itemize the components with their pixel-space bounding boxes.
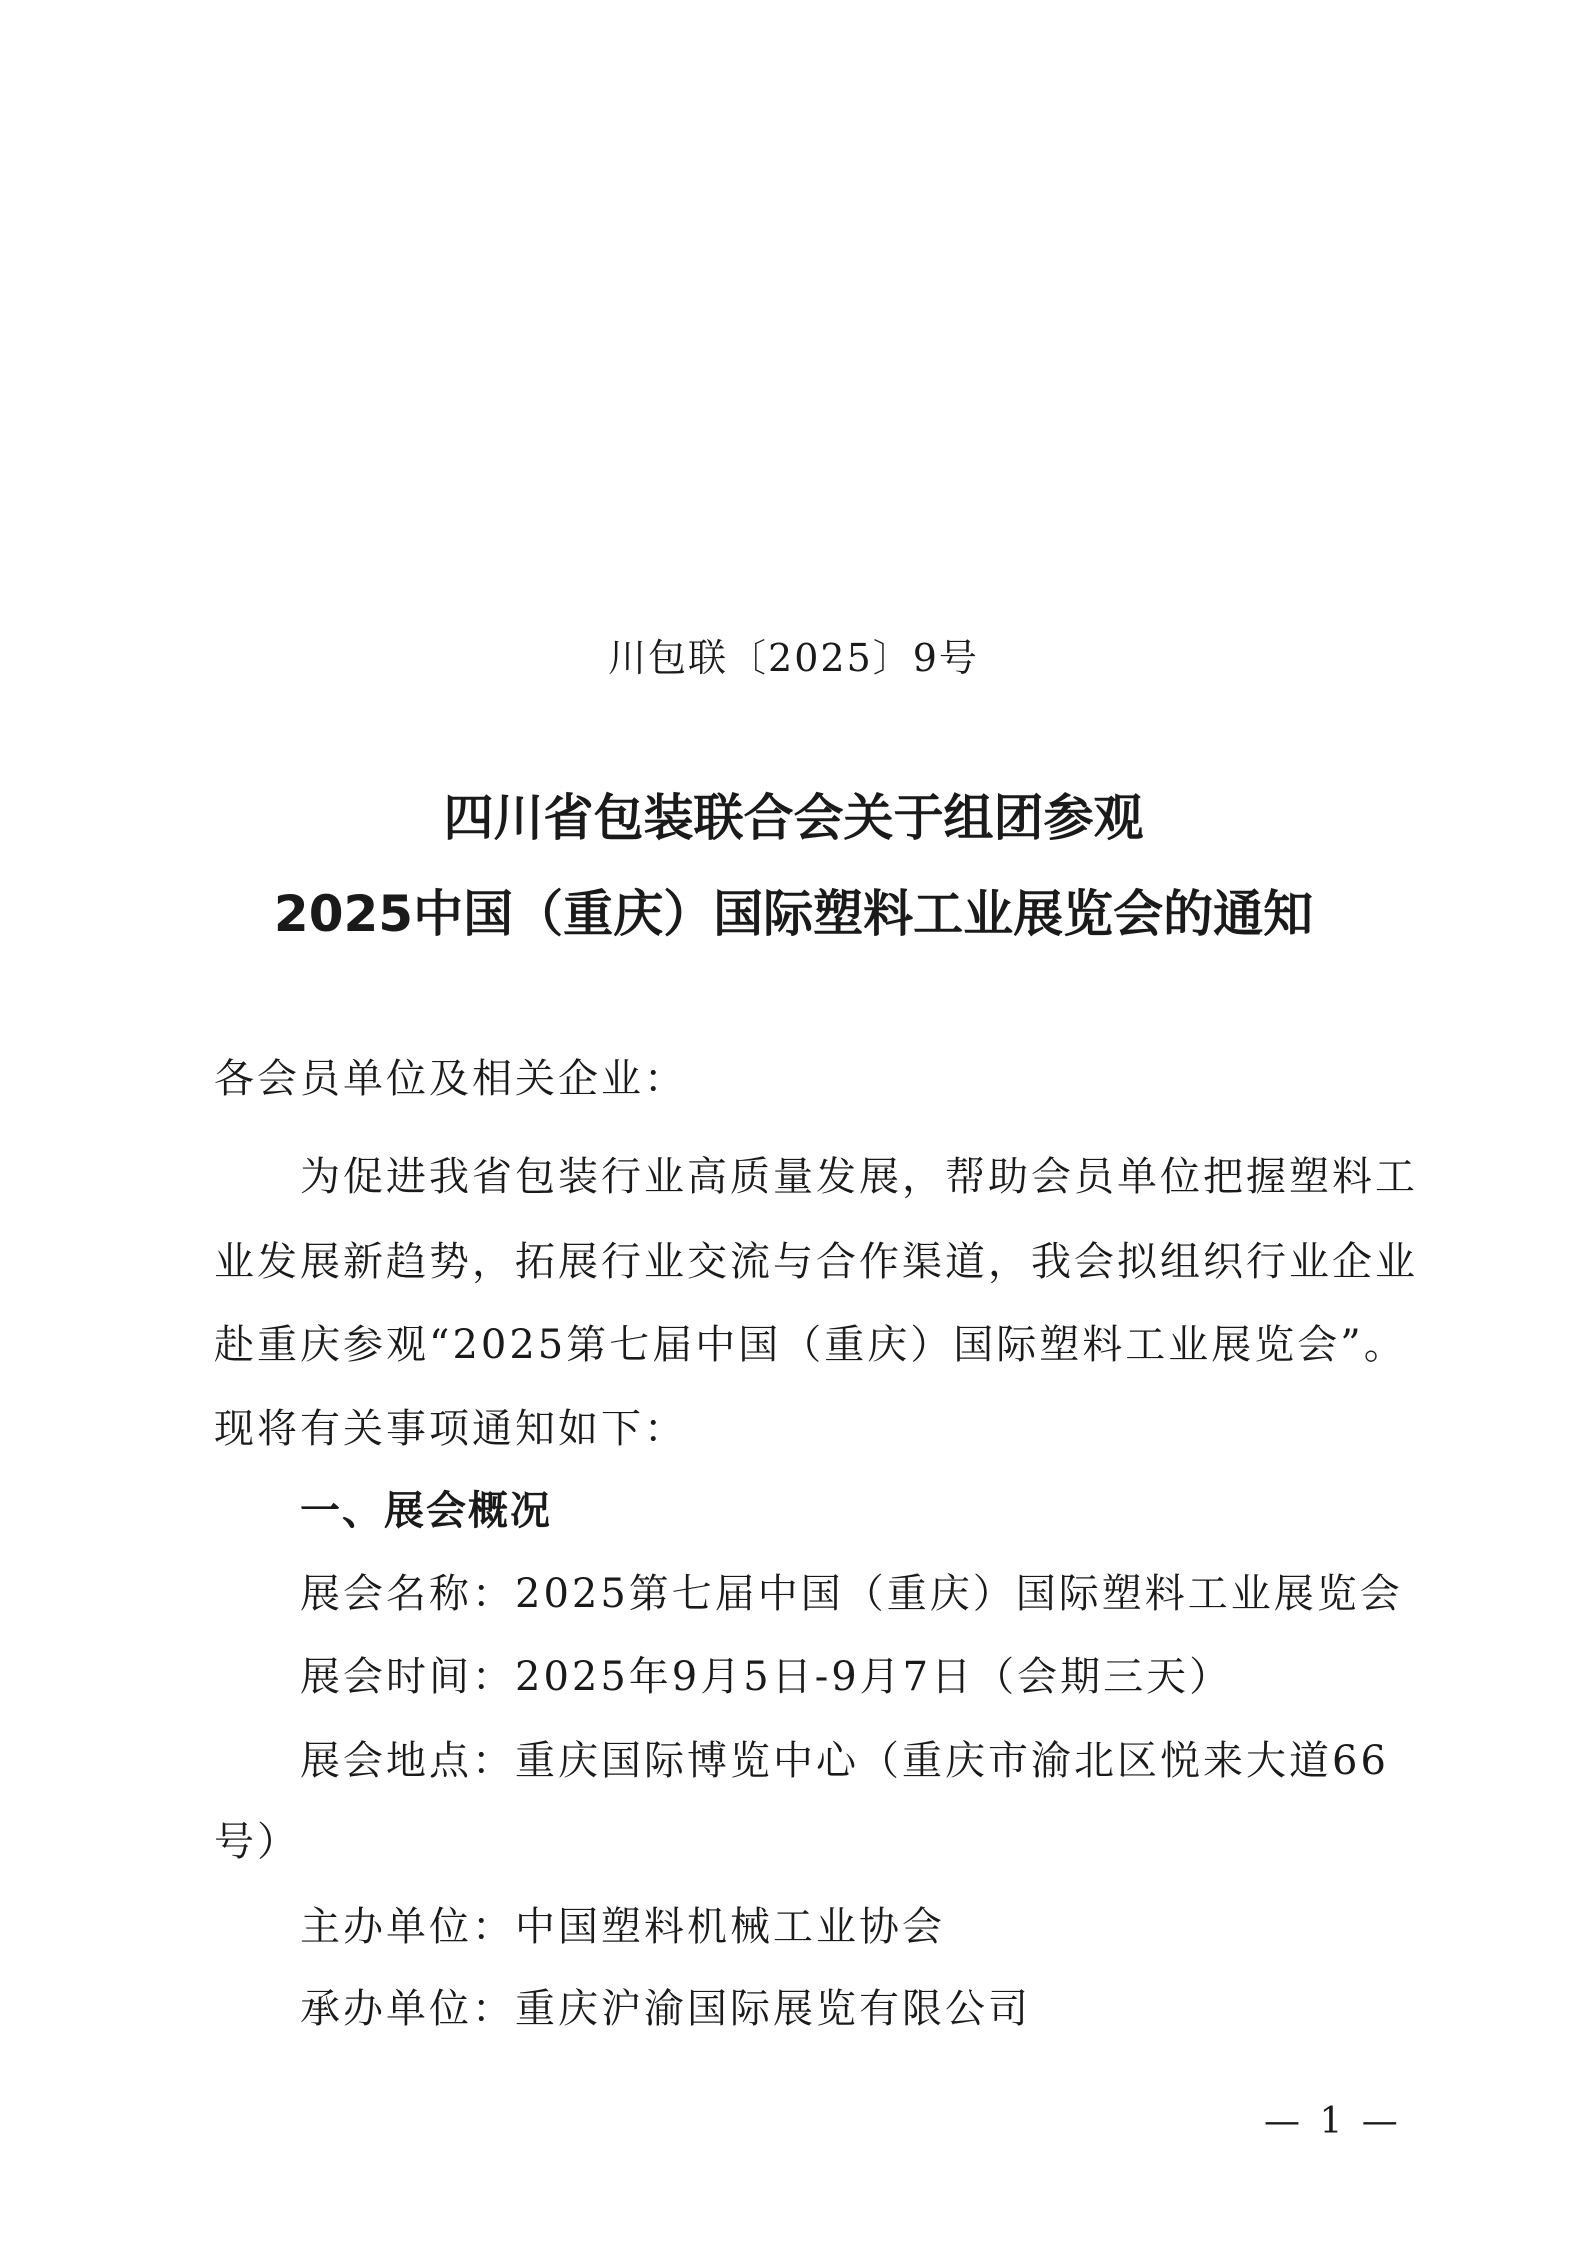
- co-organizer: 承办单位：重庆沪渝国际展览有限公司: [300, 1986, 1031, 2032]
- intro-line-4: 现将有关事项通知如下：: [214, 1406, 687, 1452]
- exhibition-venue-line-2: 号）: [214, 1819, 300, 1865]
- intro-line-1: 为促进我省包装行业高质量发展，帮助会员单位把握塑料工: [300, 1154, 1418, 1200]
- title-line-1: 四川省包装联合会关于组团参观: [443, 789, 1144, 847]
- section-heading-overview: 一、展会概况: [300, 1488, 552, 1534]
- exhibition-name: 展会名称：2025第七届中国（重庆）国际塑料工业展览会: [300, 1571, 1403, 1617]
- intro-line-2: 业发展新趋势，拓展行业交流与合作渠道，我会拟组织行业企业: [214, 1239, 1418, 1285]
- salutation: 各会员单位及相关企业：: [214, 1056, 687, 1102]
- exhibition-time: 展会时间：2025年9月5日-9月7日（会期三天）: [300, 1654, 1233, 1700]
- organizer: 主办单位：中国塑料机械工业协会: [300, 1904, 945, 1950]
- intro-line-3: 赴重庆参观“2025第七届中国（重庆）国际塑料工业展览会”。: [214, 1322, 1407, 1368]
- document-number: 川包联〔2025〕9号: [608, 636, 979, 680]
- title-line-2: 2025中国（重庆）国际塑料工业展览会的通知: [273, 885, 1314, 943]
- page-number: — 1 —: [1264, 2101, 1402, 2142]
- exhibition-venue-line-1: 展会地点：重庆国际博览中心（重庆市渝北区悦来大道66: [300, 1738, 1389, 1784]
